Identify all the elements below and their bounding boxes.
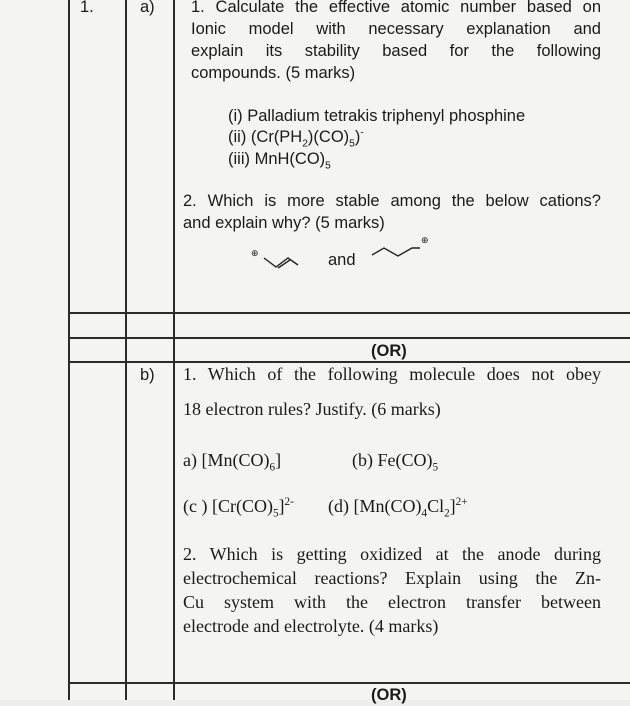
or-label: (OR) xyxy=(371,342,407,360)
table-row-line-2 xyxy=(68,337,630,339)
part-b-q1-line: 1. Which of the following molecule does not obey xyxy=(183,364,601,384)
part-a-q1-line: Ionic model with necessary explanation and xyxy=(191,20,601,38)
butenyl-cation-structure xyxy=(368,238,428,263)
option-b: (b) $Fe(CO)_5$ xyxy=(352,450,439,474)
cation-and: and xyxy=(328,251,356,269)
part-b-q2-line: Cu system with the electron transfer between xyxy=(183,592,601,612)
table-border-col2 xyxy=(125,0,127,700)
part-b-q2-line: electrode and electrolyte. (4 marks) xyxy=(183,616,439,636)
option-c: (c ) $[Cr(CO)_5]^{2-}$ xyxy=(183,496,294,520)
table-row-line-3 xyxy=(68,361,630,363)
table-border-col3 xyxy=(173,0,175,700)
table-border-left xyxy=(68,0,70,700)
option-a: a) $[Mn(CO)_6]$ xyxy=(183,450,282,474)
table-row-line-1 xyxy=(68,312,630,314)
part-a-q2-line: 2. Which is more stable among the below cations? xyxy=(183,192,601,210)
table-row-line-4 xyxy=(68,682,630,684)
compound-iii: (iii) $MnH(CO)_5$ xyxy=(228,150,331,172)
question-number: 1. xyxy=(80,0,94,16)
or-label-bottom: (OR) xyxy=(371,686,407,704)
part-b-q2-line: electrochemical reactions? Explain using the Zn- xyxy=(183,568,601,588)
allyl-cation-structure xyxy=(250,247,320,272)
part-a-q1-line: explain its stability based for the following xyxy=(191,42,601,60)
part-b-q2-line: 2. Which is getting oxidized at the anode during xyxy=(183,544,601,564)
part-a-q1-line: compounds. (5 marks) xyxy=(191,64,356,82)
compound-ii: (ii) $(Cr(PH_2)(CO)_5)^-$ xyxy=(228,127,364,150)
part-b-q1-line: 18 electron rules? Justify. (6 marks) xyxy=(183,399,441,419)
part-a-q1-line: 1. Calculate the effective atomic number based on xyxy=(191,0,601,16)
part-a-q2-line: and explain why? (5 marks) xyxy=(183,214,385,232)
option-d: (d) $[Mn(CO)_4Cl_2]^{2+}$ xyxy=(328,496,468,520)
cation-charge-right: ⊕ xyxy=(421,235,429,245)
part-a-label: a) xyxy=(140,0,155,16)
part-b-label: b) xyxy=(140,366,155,384)
compound-i: (i) Palladium tetrakis triphenyl phosphine xyxy=(228,107,526,125)
cation-charge-left: ⊕ xyxy=(251,248,259,258)
